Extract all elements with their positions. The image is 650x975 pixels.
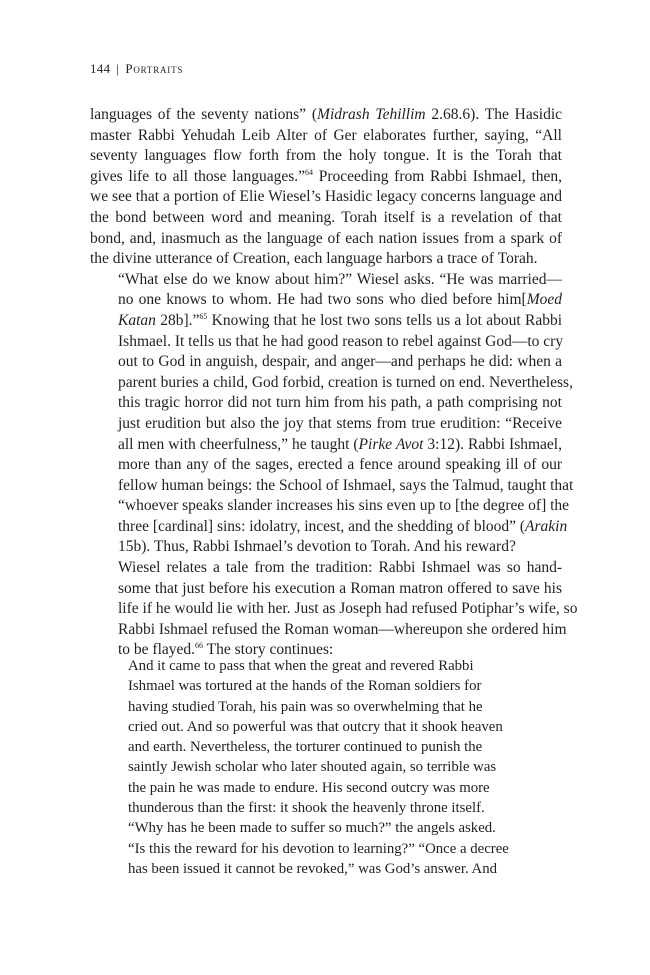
text-run: Wiesel relates a tale from the tradition: Rabbi Ishmael was so hand- bbox=[118, 559, 562, 577]
text-run: bond, and, inasmuch as the language of each nation issues from a spark of bbox=[90, 229, 562, 247]
quote-paragraph bbox=[128, 656, 526, 879]
text-line bbox=[90, 270, 562, 291]
text-line bbox=[90, 496, 570, 517]
text-run: fellow human beings: the School of Ishmael, says the Talmud, taught that bbox=[118, 476, 574, 494]
italic-title: Moed bbox=[526, 291, 562, 309]
italic-title: Katan bbox=[118, 311, 156, 329]
text-run: the bond between word and meaning. Torah itself is a revelation of that bbox=[90, 208, 562, 226]
text-line bbox=[90, 167, 562, 188]
text-line bbox=[90, 126, 562, 147]
text-run: we see that a portion of Elie Wiesel’s Hasidic legacy concerns language and bbox=[90, 188, 562, 206]
text-run: the divine utterance of Creation, each language harbors a trace of Torah. bbox=[90, 250, 538, 268]
text-line bbox=[90, 290, 562, 311]
text-run: Knowing that he lost two sons tells us a lot about Rabbi bbox=[207, 311, 562, 329]
header-separator: | bbox=[116, 61, 120, 76]
text-line bbox=[90, 414, 562, 435]
text-run: The story continues: bbox=[203, 641, 334, 659]
text-run: Ishmael. It tells us that he had good reason to rebel against God—to cry bbox=[118, 332, 564, 350]
footnote-marker: 66 bbox=[195, 641, 204, 651]
footnote-marker: 64 bbox=[305, 167, 313, 177]
text-run: just erudition but also the joy that stems from true erudition: “Receive bbox=[118, 414, 562, 432]
block-quote bbox=[128, 656, 526, 879]
text-run: 15b). Thus, Rabbi Ishmael’s devotion to Torah. And his reward? bbox=[118, 538, 516, 556]
text-run: 2.68.6). The Hasidic bbox=[425, 106, 562, 123]
text-run: 28b].” bbox=[155, 311, 200, 329]
text-line bbox=[90, 537, 562, 558]
italic-title: Pirke Avot bbox=[358, 435, 424, 453]
text-run: languages of the seventy nations” ( bbox=[90, 106, 318, 123]
quote-line: Ishmael was tortured at the hands of the Roman soldiers for bbox=[128, 678, 482, 695]
text-line bbox=[90, 455, 562, 476]
text-line bbox=[90, 332, 562, 353]
body-paragraph bbox=[90, 558, 578, 661]
text-run: “What else do we know about him?” Wiesel asks. “He was married— bbox=[118, 270, 562, 288]
italic-title: Arakin bbox=[525, 517, 568, 535]
text-run: seventy languages flow forth from the holy tongue. It is the Torah that bbox=[90, 147, 562, 165]
text-run: gives life to all those languages.” bbox=[90, 167, 305, 185]
text-line bbox=[90, 229, 562, 250]
text-line bbox=[90, 599, 578, 620]
text-line bbox=[90, 620, 567, 641]
text-run: master Rabbi Yehudah Leib Alter of Ger elaborates further, saying, “All bbox=[90, 126, 562, 144]
quote-line: having studied Torah, his pain was so overwhelming that he bbox=[128, 698, 483, 715]
text-run: no one knows to whom. He had two sons who died before him[ bbox=[118, 291, 527, 309]
page-number: 144 bbox=[90, 61, 111, 76]
text-run: to be flayed. bbox=[118, 641, 196, 659]
text-run: Proceeding from Rabbi Ishmael, then, bbox=[313, 167, 563, 185]
quote-line: has been issued it cannot be revoked,” was God’s answer. And bbox=[128, 860, 498, 877]
running-head bbox=[90, 61, 183, 77]
quote-line: the pain he was made to endure. His second outcry was more bbox=[128, 779, 490, 796]
text-run: life if he would lie with her. Just as Joseph had refused Potiphar’s wife, so bbox=[118, 600, 578, 618]
text-run: 3:12). Rabbi Ishmael, bbox=[423, 435, 562, 453]
text-line bbox=[90, 517, 568, 538]
quote-line: saintly Jewish scholar who later shouted again, so terrible was bbox=[128, 759, 497, 776]
text-line bbox=[90, 249, 562, 270]
footnote-marker: 65 bbox=[199, 311, 208, 321]
body-paragraph bbox=[90, 105, 562, 270]
italic-title: Midrash Tehillim bbox=[317, 106, 426, 123]
text-line bbox=[90, 558, 562, 579]
text-line bbox=[90, 105, 562, 126]
section-title: Portraits bbox=[125, 61, 184, 76]
text-line bbox=[90, 476, 574, 497]
text-line bbox=[90, 393, 562, 414]
text-run: “whoever speaks slander increases his sins even up to [the degree of] the bbox=[118, 497, 570, 515]
text-line bbox=[90, 311, 562, 332]
text-run: some that just before his execution a Roman matron offered to save his bbox=[118, 579, 562, 597]
text-line bbox=[90, 187, 562, 208]
quote-line: thunderous than the first: it shook the heavenly throne itself. bbox=[128, 800, 485, 817]
text-line bbox=[90, 579, 562, 600]
text-run: Rabbi Ishmael refused the Roman woman—whereupon she ordered him bbox=[118, 620, 567, 638]
quote-line: and earth. Nevertheless, the torturer continued to punish the bbox=[128, 739, 483, 756]
text-run: out to God in anguish, despair, and anger—and perhaps he did: when a bbox=[118, 353, 562, 371]
text-line bbox=[90, 352, 562, 373]
text-run: three [cardinal] sins: idolatry, incest, and the shedding of blood” ( bbox=[118, 517, 526, 535]
text-run: this tragic horror did not turn him from his path, a path comprising not bbox=[118, 394, 562, 412]
text-line bbox=[90, 373, 573, 394]
quote-line: “Why has he been made to suffer so much?” the angels asked. bbox=[128, 820, 496, 837]
body-paragraph bbox=[90, 270, 574, 558]
text-run: all men with cheerfulness,” he taught ( bbox=[118, 435, 359, 453]
text-run: parent buries a child, God forbid, creation is turned on end. Nevertheless, bbox=[118, 373, 573, 391]
text-line bbox=[90, 146, 562, 167]
text-line bbox=[90, 208, 562, 229]
body-text bbox=[90, 105, 578, 661]
quote-line: “Is this the reward for his devotion to learning?” “Once a decree bbox=[128, 840, 509, 857]
text-line bbox=[90, 435, 562, 456]
quote-line: And it came to pass that when the great and revered Rabbi bbox=[128, 658, 474, 674]
quote-line: cried out. And so powerful was that outcry that it shook heaven bbox=[128, 718, 503, 735]
text-run: more than any of the sages, erected a fence around speaking ill of our bbox=[118, 456, 562, 474]
